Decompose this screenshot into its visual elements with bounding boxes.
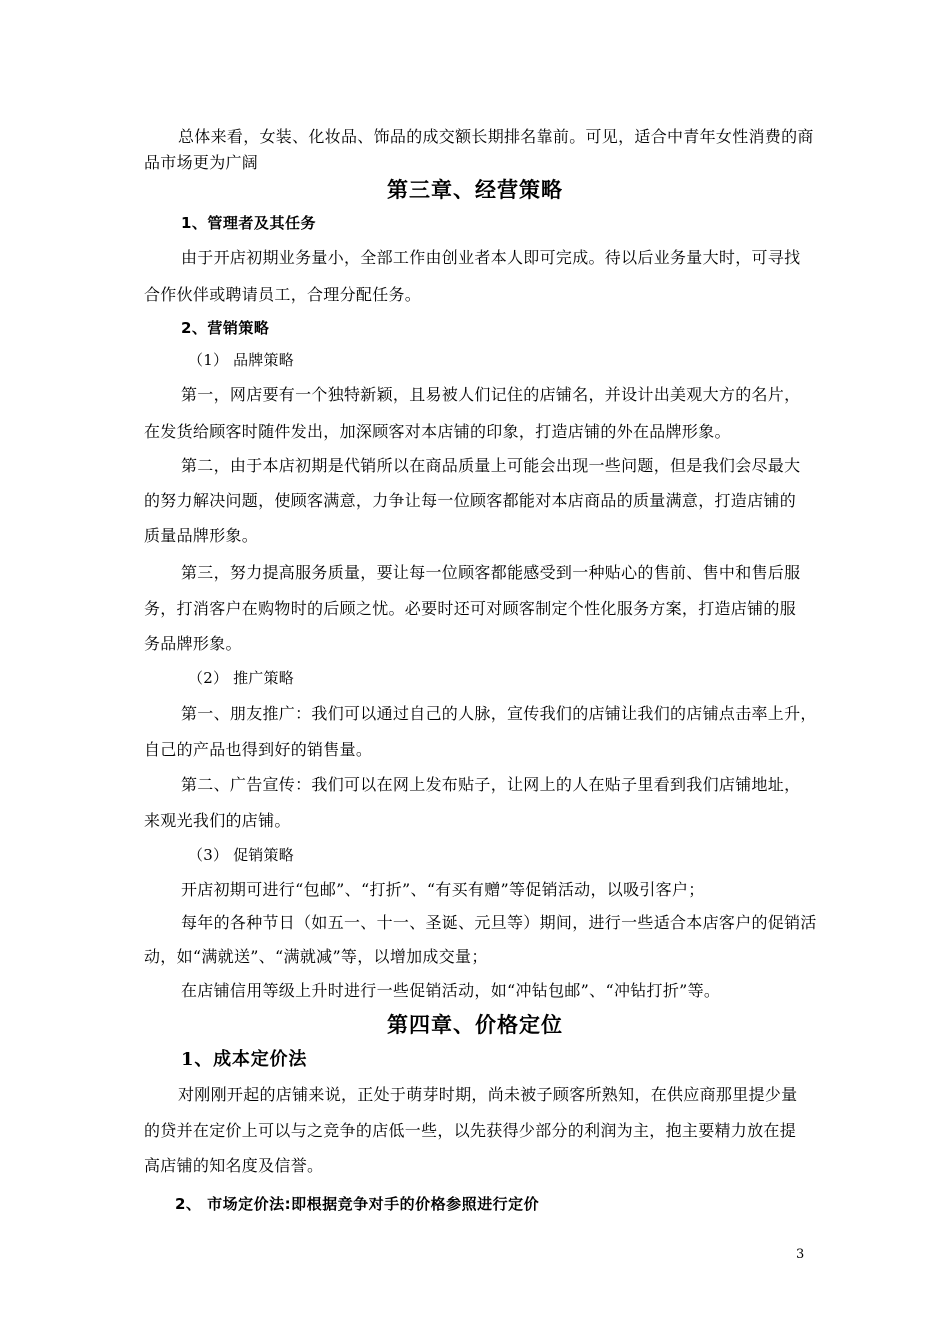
- paragraph-line: 务品牌形象。: [144, 634, 242, 653]
- paragraph-line: 在店铺信用等级上升时进行一些促销活动，如“冲钻包邮”、“冲钻打折”等。: [181, 981, 721, 1000]
- paragraph-line: 第三，努力提高服务质量，要让每一位顾客都能感受到一种贴心的售前、售中和售后服: [181, 563, 801, 582]
- paragraph-line: 第一、朋友推广：我们可以通过自己的人脉，宣传我们的店铺让我们的店铺点击率上升，: [181, 704, 817, 723]
- paragraph-line: 动，如“满就送”、“满就减”等，以增加成交量；: [144, 947, 488, 966]
- page-number: 3: [796, 1247, 805, 1262]
- paragraph-line: 务，打消客户在购物时的后顾之忧。必要时还可对顾客制定个性化服务方案，打造店铺的服: [144, 599, 797, 618]
- subsection-label-promotion: （2） 推广策略: [188, 669, 294, 687]
- subsection-label-brand: （1） 品牌策略: [188, 351, 294, 369]
- section-heading-cost-pricing: 1、成本定价法: [181, 1049, 308, 1070]
- paragraph-line: 开店初期可进行“包邮”、“打折”、“有买有赠”等促销活动，以吸引客户；: [181, 880, 705, 899]
- paragraph-line: 第一，网店要有一个独特新颖，且易被人们记住的店铺名，并设计出美观大方的名片，: [181, 385, 801, 404]
- paragraph-line: 由于开店初期业务量小，全部工作由创业者本人即可完成。待以后业务量大时，可寻找: [181, 248, 801, 267]
- paragraph-line: 第二，由于本店初期是代销所以在商品质量上可能会出现一些问题，但是我们会尽最大: [181, 456, 801, 475]
- paragraph-line: 在发货给顾客时随件发出，加深顾客对本店铺的印象，打造店铺的外在品牌形象。: [144, 422, 731, 441]
- subsection-label-sales: （3） 促销策略: [188, 846, 294, 864]
- section-heading-managers: 1、管理者及其任务: [181, 214, 316, 232]
- section-heading-marketing: 2、营销策略: [181, 319, 270, 337]
- paragraph-line: 每年的各种节日（如五一、十一、圣诞、元旦等）期间，进行一些适合本店客户的促销活: [181, 913, 817, 932]
- paragraph-line: 质量品牌形象。: [144, 526, 259, 545]
- paragraph-line: 自己的产品也得到好的销售量。: [144, 740, 373, 759]
- chapter-3-title: 第三章、经营策略: [387, 177, 563, 202]
- intro-line-2: 品市场更为广阔: [144, 153, 259, 172]
- chapter-4-title: 第四章、价格定位: [387, 1012, 563, 1037]
- paragraph-line: 合作伙伴或聘请员工，合理分配任务。: [144, 285, 422, 304]
- paragraph-line: 的努力解决问题，使顾客满意，力争让每一位顾客都能对本店商品的质量满意，打造店铺的: [144, 491, 797, 510]
- paragraph-line: 对刚刚开起的店铺来说，正处于萌芽时期，尚未被子顾客所熟知，在供应商那里提少量: [178, 1085, 798, 1104]
- paragraph-line: 来观光我们的店铺。: [144, 811, 291, 830]
- paragraph-line: 第二、广告宣传：我们可以在网上发布贴子，让网上的人在贴子里看到我们店铺地址，: [181, 775, 801, 794]
- intro-line-1: 总体来看，女装、化妆品、饰品的成交额长期排名靠前。可见，适合中青年女性消费的商: [178, 127, 814, 146]
- paragraph-line: 的贷并在定价上可以与之竞争的店低一些，以先获得少部分的利润为主，抱主要精力放在提: [144, 1121, 797, 1140]
- section-heading-market-pricing: 2、 市场定价法:即根据竞争对手的价格参照进行定价: [175, 1195, 540, 1213]
- paragraph-line: 高店铺的知名度及信誉。: [144, 1156, 324, 1175]
